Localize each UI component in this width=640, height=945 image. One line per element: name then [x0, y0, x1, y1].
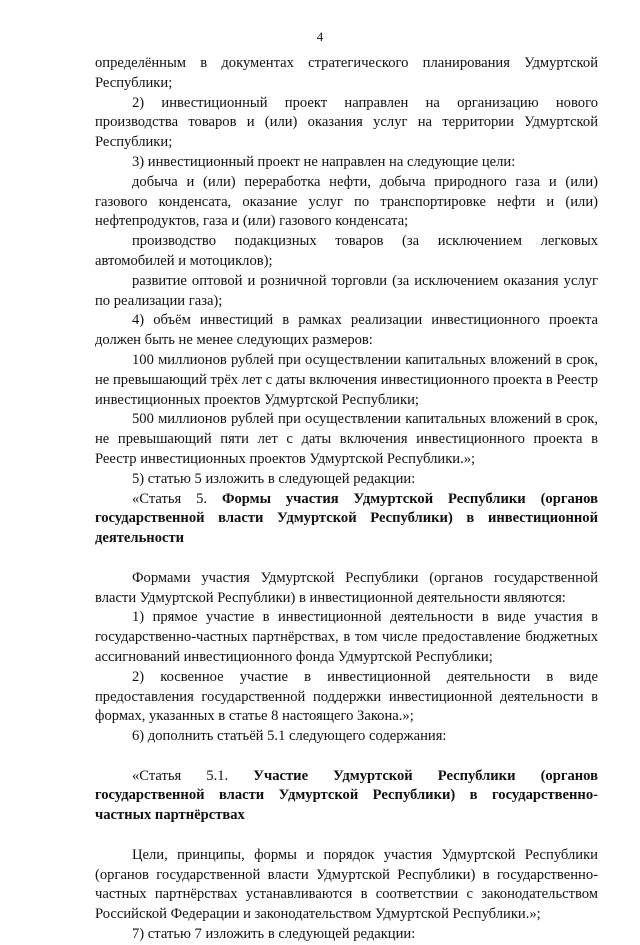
paragraph: Формами участия Удмуртской Республики (органов государственной власти Удмуртской Республики) в инвестиционной деятельности являются: — [95, 569, 598, 606]
spacer — [95, 747, 598, 767]
paragraph: развитие оптовой и розничной торговли (за исключением оказания услуг по реализации газа); — [95, 272, 598, 309]
paragraph: 100 миллионов рублей при осуществлении капитальных вложений в срок, не превышающий трёх лет с даты включения инвестиционного проекта в Реестр инвестиционных проектов Удмуртской Республики; — [95, 351, 598, 408]
spacer — [95, 549, 598, 569]
article-5-1-title: Участие Удмуртской Республики (органов государственной власти Удмуртской Республики) в государственно-частных партнёрствах — [95, 767, 598, 824]
article-5-heading — [95, 490, 598, 549]
spacer — [95, 826, 598, 846]
paragraph: 7) статью 7 изложить в следующей редакции: — [132, 926, 416, 943]
article-5-prefix: «Статья 5. — [132, 490, 222, 507]
paragraph: 2) инвестиционный проект направлен на организацию нового производства товаров и (или) оказания услуг на территории Удмуртской Республики; — [95, 94, 598, 151]
article-5-1-prefix: «Статья 5.1. — [132, 767, 254, 784]
page-number: 4 — [316, 29, 324, 44]
paragraph: 4) объём инвестиций в рамках реализации инвестиционного проекта должен быть не менее следующих размеров: — [95, 312, 598, 349]
paragraph: 2) косвенное участие в инвестиционной деятельности в виде предоставления государственной поддержки инвестиционной деятельности в формах, указанных в статье 8 настоящего Закона.»; — [95, 668, 598, 725]
paragraph: 1) прямое участие в инвестиционной деятельности в виде участия в государственно-частных партнёрствах, в том числе предоставление бюджетных ассигнований инвестиционного фонда Удмуртской Республики; — [95, 609, 598, 665]
document-body — [95, 54, 598, 945]
paragraph: 5) статью 5 изложить в следующей редакции: — [132, 470, 416, 487]
paragraph: производство подакцизных товаров (за исключением легковых автомобилей и мотоциклов); — [95, 233, 598, 269]
paragraph: определённым в документах стратегического планирования Удмуртской Республики; — [95, 55, 598, 91]
paragraph: 6) дополнить статьёй 5.1 следующего содержания: — [132, 728, 447, 745]
paragraph: Цели, принципы, формы и порядок участия Удмуртской Республики (органов государственной власти Удмуртской Республики) в государственно-частных партнёрствах устанавливаются в соответствии с законодательством Российской Федерации и законодательством Удмуртской Республики.»; — [95, 846, 598, 923]
paragraph: добыча и (или) переработка нефти, добыча природного газа и (или) газового конденсата, оказание услуг по транспортировке нефти и (или) нефтепродуктов, газа и (или) газового конденсата; — [95, 173, 598, 230]
paragraph: 3) инвестиционный проект не направлен на следующие цели: — [132, 153, 516, 170]
article-5-1-heading — [95, 767, 598, 826]
paragraph: 500 миллионов рублей при осуществлении капитальных вложений в срок, не превышающий пяти лет с даты включения инвестиционного проекта в Реестр инвестиционных проектов Удмуртской Республики.»; — [95, 411, 598, 467]
article-5-title: Формы участия Удмуртской Республики (органов государственной власти Удмуртской Республики) в инвестиционной деятельности — [95, 490, 598, 547]
